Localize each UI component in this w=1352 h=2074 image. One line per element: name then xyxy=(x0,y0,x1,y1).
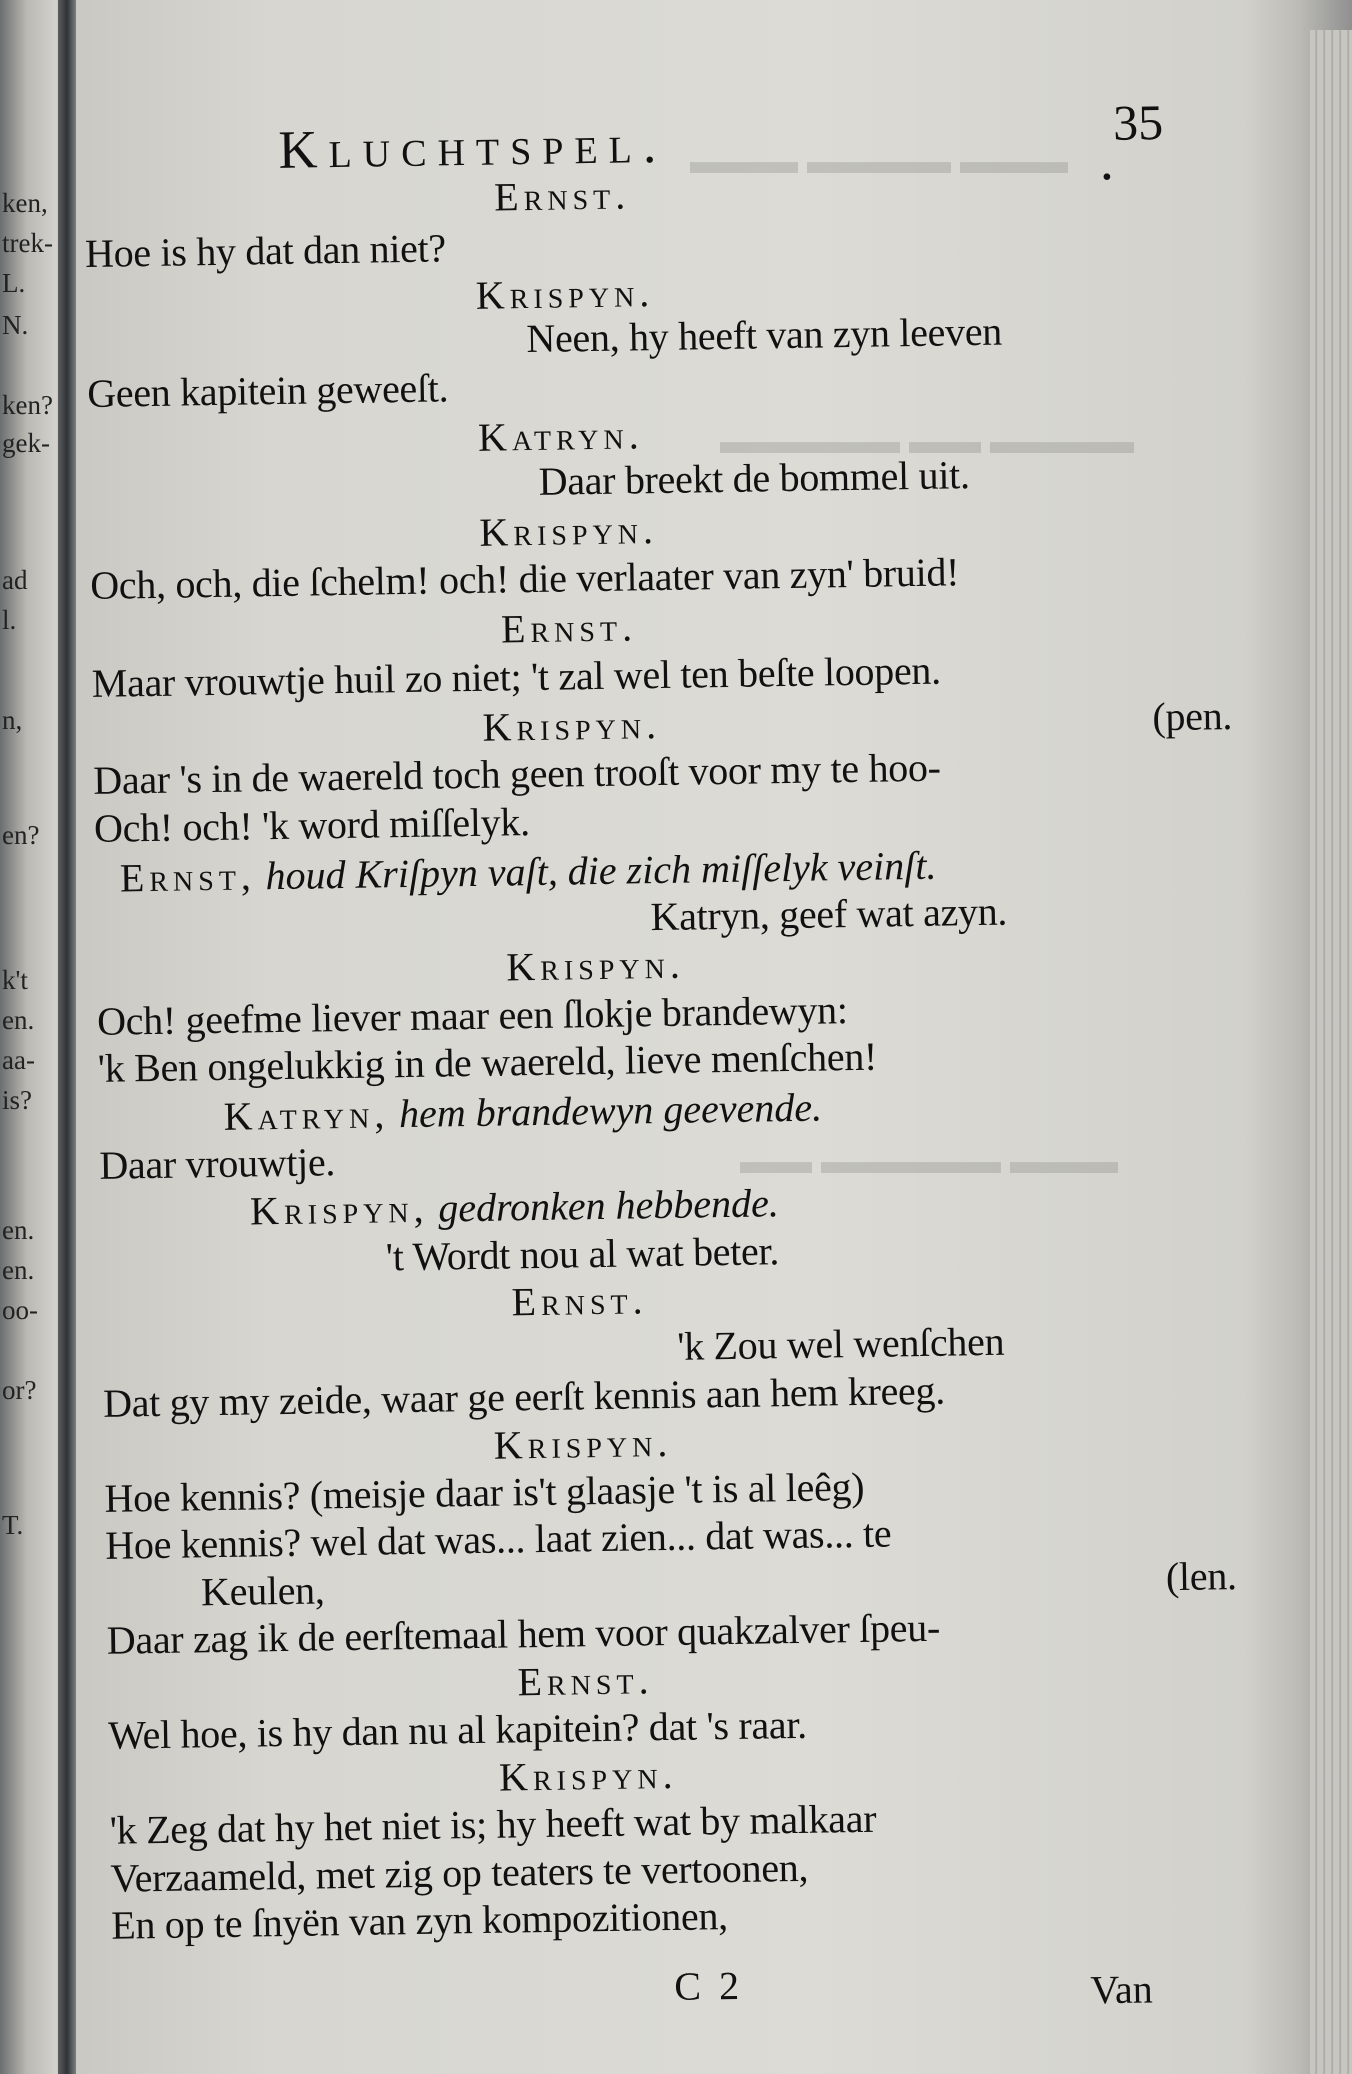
dialogue-line: 'k Zeg dat hy het niet is; hy heeft wat by malkaar xyxy=(109,1795,877,1853)
left-fragment: en. xyxy=(2,1215,35,1245)
dialogue-line: Och, och, die ſchelm! och! die verlaater van zyn' bruid! xyxy=(89,549,960,608)
left-fragment: en. xyxy=(2,1255,35,1285)
speaker-heading: Ernst, houd Kriſpyn vaſt, die zich miſſelyk veinſt. xyxy=(119,842,937,901)
speaker-heading: Krispyn. xyxy=(475,270,655,318)
book-page xyxy=(82,41,1333,2060)
speaker-heading: Ernst. xyxy=(493,172,631,220)
page-number: 35 xyxy=(1112,94,1164,151)
speaker-heading: Krispyn. xyxy=(479,507,659,555)
left-fragment: en? xyxy=(2,820,40,850)
speaker-heading: Krispyn. xyxy=(482,701,662,750)
dialogue-line: Hoe kennis? (meisje daar is't glaasje 't is al leêg) xyxy=(104,1463,865,1521)
speaker-heading: Krispyn. xyxy=(505,941,686,990)
stage-direction: hem brandewyn geevende. xyxy=(398,1084,823,1137)
left-fragment: en. xyxy=(2,1005,35,1035)
catchword: Van xyxy=(1090,1966,1154,2013)
dialogue-line: Katryn, geef wat azyn. xyxy=(650,888,1008,940)
speaker-heading: Ernst. xyxy=(511,1277,648,1325)
book-gutter xyxy=(58,0,76,2074)
speaker-heading: Ernst. xyxy=(517,1657,654,1705)
dialogue-line: Maar vrouwtje huil zo niet; 't zal wel ten beſte loopen. xyxy=(91,647,942,706)
print-mark: • xyxy=(1101,161,1113,193)
dialogue-line: Neen, hy heeft van zyn leeven xyxy=(526,308,1003,362)
left-fragment: gek- xyxy=(2,428,50,458)
speaker-heading: Katryn. xyxy=(477,412,644,460)
left-page-edge xyxy=(0,0,66,2074)
dialogue-line: Hoe kennis? wel dat was... laat zien... dat was... te xyxy=(104,1510,892,1568)
speaker-heading: Ernst. xyxy=(500,604,638,652)
show-through: ▬▬▬ ▬▬▬▬▬ ▬▬ xyxy=(740,1141,1118,1181)
left-fragment: ad xyxy=(2,565,28,595)
dialogue-line: Wel hoe, is hy dan nu al kapitein? dat 's raar. xyxy=(107,1701,808,1758)
show-through: ▬▬▬▬ ▬▬ ▬▬▬▬▬ xyxy=(720,421,1134,461)
turnover-fragment: (len. xyxy=(1165,1553,1238,1600)
left-fragment: n, xyxy=(2,705,23,735)
dialogue-line: Hoe is hy dat dan niet? xyxy=(84,225,447,276)
left-fragment: oo- xyxy=(2,1295,38,1325)
dialogue-line: Och! geefme liever maar een ſlokje brandewyn: xyxy=(96,987,848,1044)
dialogue-line: 'k Zou wel wenſchen xyxy=(676,1318,1005,1369)
turnover-fragment: (pen. xyxy=(1152,693,1233,740)
dialogue-line: Och! och! 'k word miſſelyk. xyxy=(93,799,531,851)
left-fragment: ken? xyxy=(2,390,53,420)
left-fragment: l. xyxy=(2,605,17,635)
speaker-heading: Krispyn, gedronken hebbende. xyxy=(249,1180,780,1234)
left-fragment: T. xyxy=(2,1510,24,1540)
dialogue-line: Geen kapitein geweeſt. xyxy=(86,365,449,416)
dialogue-line: Daar vrouwtje. xyxy=(99,1139,336,1188)
dialogue-line: Dat gy my zeide, waar ge eerſt kennis aan hem kreeg. xyxy=(102,1367,946,1426)
stage-direction: houd Kriſpyn vaſt, die zich miſſelyk veinſt. xyxy=(265,842,937,899)
dialogue-line: Daar zag ik de eerſtemaal hem voor quakzalver ſpeu- xyxy=(106,1604,941,1663)
left-fragment: L. xyxy=(2,268,26,298)
left-fragment: is? xyxy=(2,1085,32,1115)
running-head: Kluchtspel. xyxy=(277,113,668,180)
dialogue-line: 'k Ben ongelukkig in de waereld, lieve menſchen! xyxy=(97,1033,878,1091)
dialogue-line: Daar breekt de bommel uit. xyxy=(538,452,970,504)
left-fragment: trek- xyxy=(2,228,53,258)
speaker-heading: Krispyn. xyxy=(493,1419,673,1468)
left-fragment: or? xyxy=(2,1375,37,1405)
left-fragment: ken, xyxy=(2,188,48,218)
dialogue-line: Daar 's in de waereld toch geen trooſt voor my te hoo- xyxy=(92,744,941,803)
stage-direction: gedronken hebbende. xyxy=(437,1180,780,1231)
speaker-heading: Krispyn. xyxy=(498,1751,678,1800)
dialogue-line: 't Wordt nou al wat beter. xyxy=(385,1228,780,1280)
show-through: ▬▬▬ ▬▬▬▬ ▬▬▬ xyxy=(690,141,1068,181)
left-fragment: aa- xyxy=(2,1045,35,1075)
left-fragment: N. xyxy=(2,310,29,340)
dialogue-line: En op te ſnyën van zyn kompozitionen, xyxy=(110,1893,729,1948)
dialogue-line: Verzaameld, met zig op teaters te vertoonen, xyxy=(110,1844,809,1901)
dialogue-line: Keulen, xyxy=(200,1567,325,1615)
left-fragment: k't xyxy=(2,965,28,995)
signature-mark: C 2 xyxy=(673,1962,744,2009)
speaker-heading: Katryn, hem brandewyn geevende. xyxy=(223,1084,823,1139)
